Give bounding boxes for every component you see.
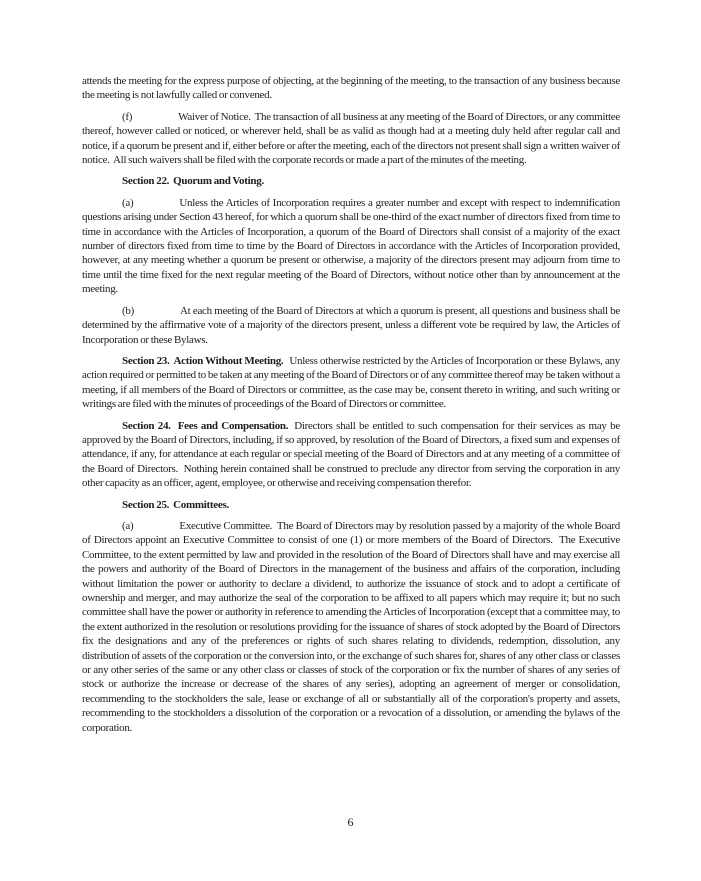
paragraph-f-waiver-of-notice (82, 110, 620, 168)
paragraph-label: (a) (122, 196, 134, 209)
document-body-text (82, 74, 620, 742)
paragraph-section-24-fees-and-compensation (82, 419, 620, 491)
paragraph-22b-voting (82, 304, 620, 347)
paragraph-text: Waiver of Notice. The transaction of all business at any meeting of the Board of Directors, or any committee thereof, however called or noticed, or wherever held, shall be as valid as though had at a meeting duly held after regular call and notice, if a quorum be present and if, either before or after the meeting, each of the directors not present shall sign a written waiver of notice. All such waivers shall be filed with the corporate records or made a part of the minutes of the meeting. (82, 110, 622, 167)
paragraph-text: Executive Committee. The Board of Directors may by resolution passed by a majority of the whole Board of Directors appoint an Executive Committee to consist of one (1) or more members of the Board of Directors. The Executive Committee, to the extent permitted by law and provided in the resolution of the Board of Directors shall have and may exercise all the powers and authority of the Board of Directors in the management of the business and affairs of the corporation, including without limitation the power or authority to declare a dividend, to authorize the issuance of stock and to adopt a certificate of ownership and merger, and may authorize the seal of the corporation to be affixed to all papers which may require it; but no such committee shall have the power or authority in reference to amending the Articles of Incorporation (except that a committee may, to the extent authorized in the resolution or resolutions providing for the issuance of shares of stock adopted by the Board of Directors fix the designations and any of the preferences or rights of such shares relating to dividends, redemption, dissolution, any distribution of assets of the corporation or the conversion into, or the exchange of such shares for, shares of any other class or classes or any other series of the same or any other class or classes of stock of the corporation or fix the number of shares of any series of stock or authorize the increase or decrease of the shares of any series), adopting an agreement of merger or consolidation, recommending to the stockholders the sale, lease or exchange of all or substantially all of the corporation's property and assets, recommending to the stockholders a dissolution of the corporation or a revocation of a dissolution, or amending the bylaws of the corporation. (82, 519, 622, 734)
paragraph-section-23-action-without-meeting (82, 354, 620, 412)
paragraph-22a-quorum (82, 196, 620, 297)
section-heading-text: Section 25. Committees. (122, 498, 229, 511)
paragraph-text: Unless otherwise restricted by the Articles of Incorporation or these Bylaws, any action required or permitted to be taken at any meeting of the Board of Directors or of any committee thereof may be taken without a meeting, if all members of the Board of Directors or committee, as the case may be, consent thereto in writing, and such writing or writings are filed with the minutes of proceedings of the Board of Directors or committee. (82, 354, 622, 411)
paragraph-label: (f) (122, 110, 133, 123)
heading-section-22 (82, 174, 620, 188)
heading-section-25 (82, 498, 620, 512)
paragraph-text: Unless the Articles of Incorporation requires a greater number and except with respect to indemnification questions arising under Section 43 hereof, for which a quorum shall be one-third of the exact number of directors fixed from time to time in accordance with the Articles of Incorporation, a quorum of the Board of Directors shall consist of a majority of the exact number of directors fixed from time to time by the Board of Directors in accordance with the Articles of Incorporation provided, however, at any meeting whether a quorum be present or otherwise, a majority of the directors present may adjourn from time to time until the time fixed for the next regular meeting of the Board of Directors, without notice other than by announcement at the meeting. (82, 196, 622, 296)
section-heading-text: Section 24. Fees and Compensation. (122, 419, 289, 432)
paragraph-continuation (82, 74, 620, 103)
paragraph-text: At each meeting of the Board of Directors at which a quorum is present, all questions and business shall be determined by the affirmative vote of a majority of the directors present, unless a different vote be required by law, the Articles of Incorporation or these Bylaws. (82, 304, 622, 346)
paragraph-text: attends the meeting for the express purpose of objecting, at the beginning of the meeting, to the transaction of any business because the meeting is not lawfully called or convened. (82, 75, 622, 102)
paragraph-text: Directors shall be entitled to such compensation for their services as may be approved by the Board of Directors, including, if so approved, by resolution of the Board of Directors, a fixed sum and expenses of attendance, if any, for attendance at each regular or special meeting of the Board of Directors and at any meeting of a committee of the Board of Directors. Nothing herein contained shall be construed to preclude any director from serving the corporation in any other capacity as an officer, agent, employee, or otherwise and receiving compensation therefor. (82, 419, 622, 490)
section-heading-text: Section 22. Quorum and Voting. (122, 175, 264, 188)
page-number: 6 (347, 815, 354, 829)
paragraph-label: (a) (122, 519, 134, 532)
section-heading-text: Section 23. Action Without Meeting. (122, 354, 284, 367)
paragraph-25a-executive-committee (82, 519, 620, 735)
paragraph-label: (b) (122, 304, 134, 317)
